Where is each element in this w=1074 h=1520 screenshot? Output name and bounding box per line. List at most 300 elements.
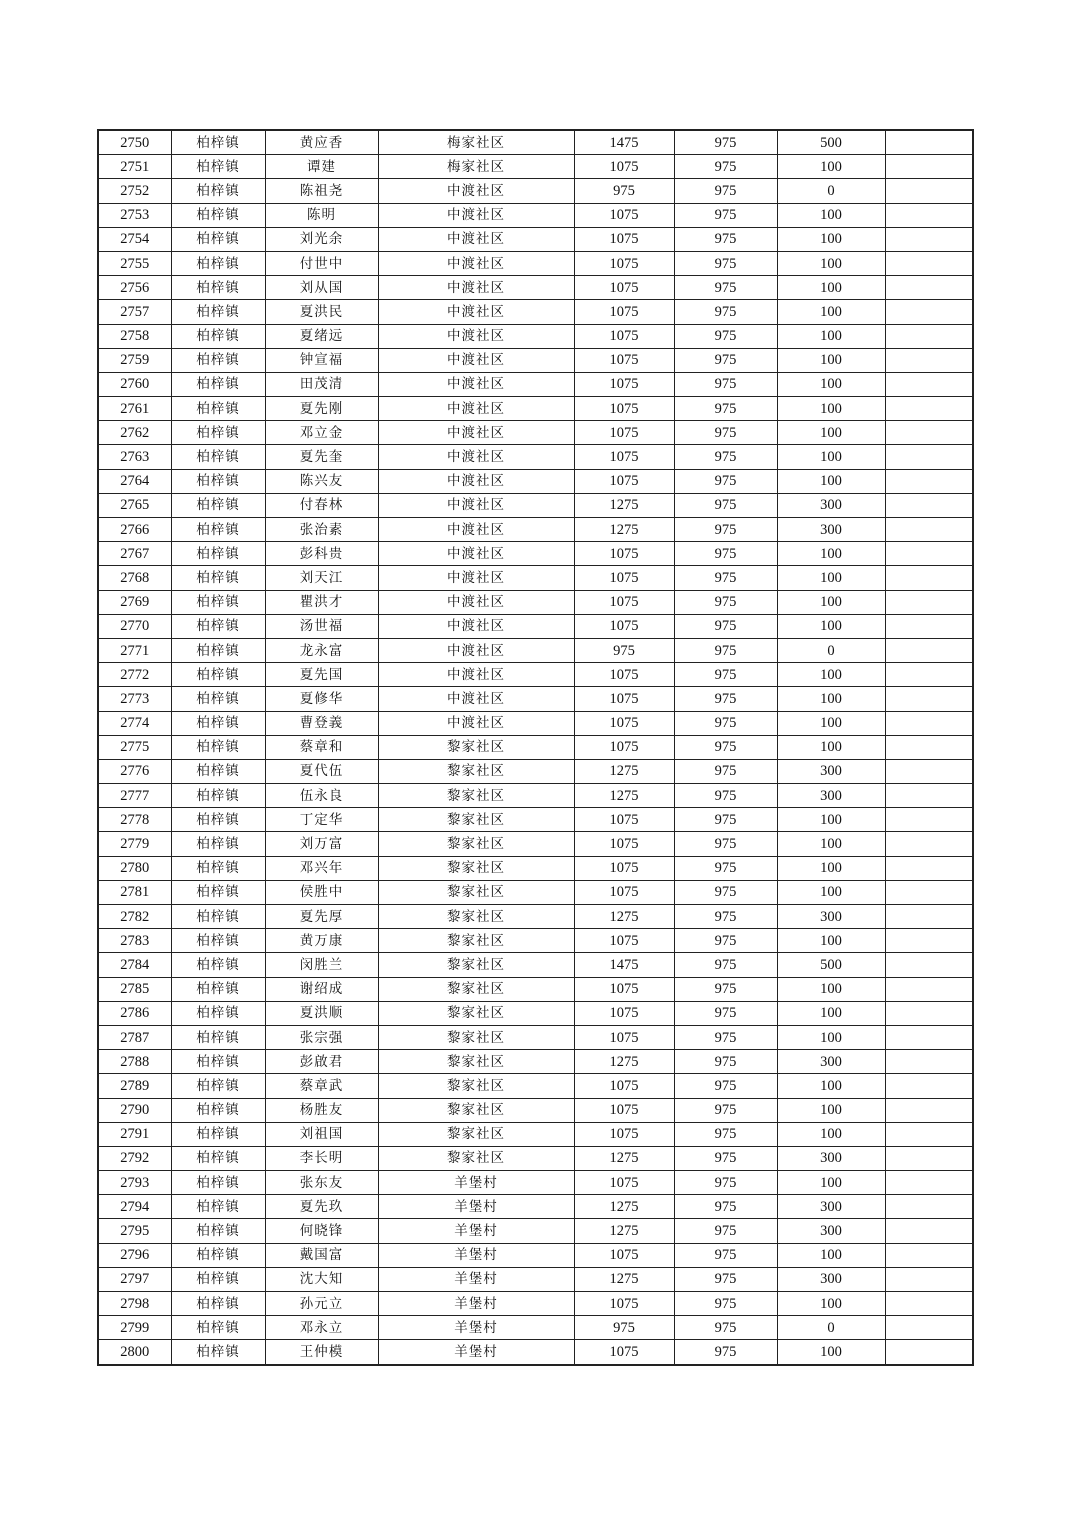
- cell-extra: 100: [777, 445, 885, 469]
- cell-extra: 500: [777, 953, 885, 977]
- table-row: [98, 759, 973, 783]
- cell-total: 1075: [574, 856, 674, 880]
- cell-name: 夏先玖: [265, 1195, 378, 1219]
- cell-total: 1075: [574, 1025, 674, 1049]
- cell-town: 柏梓镇: [171, 397, 265, 421]
- cell-seq: 2784: [98, 953, 171, 977]
- cell-town: 柏梓镇: [171, 759, 265, 783]
- cell-extra: 100: [777, 469, 885, 493]
- cell-name: 曹登義: [265, 711, 378, 735]
- cell-total: 1075: [574, 1122, 674, 1146]
- table-row: [98, 1243, 973, 1267]
- cell-total: 1075: [574, 1001, 674, 1025]
- cell-name: 张治素: [265, 518, 378, 542]
- cell-extra: 500: [777, 130, 885, 155]
- cell-village: 黎家社区: [378, 905, 574, 929]
- cell-base: 975: [674, 687, 777, 711]
- cell-seq: 2767: [98, 542, 171, 566]
- cell-base: 975: [674, 759, 777, 783]
- cell-base: 975: [674, 372, 777, 396]
- cell-seq: 2763: [98, 445, 171, 469]
- cell-village: 中渡社区: [378, 372, 574, 396]
- cell-total: 1275: [574, 1195, 674, 1219]
- cell-total: 1075: [574, 1171, 674, 1195]
- cell-town: 柏梓镇: [171, 445, 265, 469]
- cell-town: 柏梓镇: [171, 905, 265, 929]
- cell-remark: [885, 1243, 973, 1267]
- cell-base: 975: [674, 1219, 777, 1243]
- table-row: [98, 469, 973, 493]
- cell-remark: [885, 324, 973, 348]
- cell-seq: 2762: [98, 421, 171, 445]
- cell-name: 瞿洪才: [265, 590, 378, 614]
- cell-base: 975: [674, 1243, 777, 1267]
- cell-remark: [885, 1195, 973, 1219]
- cell-remark: [885, 856, 973, 880]
- cell-total: 1075: [574, 445, 674, 469]
- cell-town: 柏梓镇: [171, 251, 265, 275]
- cell-total: 1075: [574, 1340, 674, 1365]
- cell-village: 羊堡村: [378, 1243, 574, 1267]
- cell-town: 柏梓镇: [171, 663, 265, 687]
- table-row: [98, 832, 973, 856]
- cell-town: 柏梓镇: [171, 808, 265, 832]
- cell-name: 闵胜兰: [265, 953, 378, 977]
- cell-name: 邓兴年: [265, 856, 378, 880]
- cell-seq: 2789: [98, 1074, 171, 1098]
- cell-extra: 0: [777, 1316, 885, 1340]
- cell-town: 柏梓镇: [171, 1292, 265, 1316]
- cell-seq: 2797: [98, 1267, 171, 1291]
- cell-village: 羊堡村: [378, 1316, 574, 1340]
- cell-seq: 2790: [98, 1098, 171, 1122]
- cell-total: 1075: [574, 251, 674, 275]
- cell-extra: 300: [777, 1146, 885, 1170]
- cell-remark: [885, 493, 973, 517]
- table-row: [98, 638, 973, 662]
- table-row: [98, 711, 973, 735]
- table-row: [98, 614, 973, 638]
- table-row: [98, 542, 973, 566]
- cell-remark: [885, 1001, 973, 1025]
- cell-remark: [885, 518, 973, 542]
- cell-town: 柏梓镇: [171, 566, 265, 590]
- cell-seq: 2793: [98, 1171, 171, 1195]
- cell-extra: 100: [777, 348, 885, 372]
- table-row: [98, 905, 973, 929]
- cell-remark: [885, 663, 973, 687]
- cell-total: 1075: [574, 227, 674, 251]
- table-row: [98, 1267, 973, 1291]
- cell-name: 夏先刚: [265, 397, 378, 421]
- cell-remark: [885, 276, 973, 300]
- cell-extra: 300: [777, 518, 885, 542]
- cell-base: 975: [674, 203, 777, 227]
- cell-total: 1075: [574, 929, 674, 953]
- cell-name: 谭建: [265, 155, 378, 179]
- cell-town: 柏梓镇: [171, 1316, 265, 1340]
- cell-total: 1075: [574, 614, 674, 638]
- cell-total: 1275: [574, 493, 674, 517]
- cell-seq: 2752: [98, 179, 171, 203]
- cell-village: 中渡社区: [378, 687, 574, 711]
- cell-name: 王仲模: [265, 1340, 378, 1365]
- cell-extra: 100: [777, 421, 885, 445]
- table-row: [98, 1219, 973, 1243]
- cell-remark: [885, 445, 973, 469]
- cell-name: 刘光余: [265, 227, 378, 251]
- cell-remark: [885, 251, 973, 275]
- table-row: [98, 1340, 973, 1365]
- cell-town: 柏梓镇: [171, 493, 265, 517]
- cell-town: 柏梓镇: [171, 711, 265, 735]
- cell-total: 1275: [574, 759, 674, 783]
- cell-name: 汤世福: [265, 614, 378, 638]
- cell-seq: 2764: [98, 469, 171, 493]
- cell-village: 中渡社区: [378, 638, 574, 662]
- cell-town: 柏梓镇: [171, 880, 265, 904]
- cell-seq: 2772: [98, 663, 171, 687]
- cell-total: 1075: [574, 687, 674, 711]
- cell-seq: 2796: [98, 1243, 171, 1267]
- cell-name: 丁定华: [265, 808, 378, 832]
- cell-town: 柏梓镇: [171, 203, 265, 227]
- cell-seq: 2759: [98, 348, 171, 372]
- cell-base: 975: [674, 663, 777, 687]
- cell-village: 中渡社区: [378, 300, 574, 324]
- table-row: [98, 179, 973, 203]
- cell-base: 975: [674, 1292, 777, 1316]
- cell-seq: 2766: [98, 518, 171, 542]
- cell-total: 1075: [574, 1243, 674, 1267]
- cell-remark: [885, 929, 973, 953]
- cell-town: 柏梓镇: [171, 1001, 265, 1025]
- cell-town: 柏梓镇: [171, 469, 265, 493]
- cell-extra: 100: [777, 227, 885, 251]
- cell-extra: 100: [777, 614, 885, 638]
- cell-extra: 300: [777, 759, 885, 783]
- cell-extra: 100: [777, 276, 885, 300]
- cell-seq: 2781: [98, 880, 171, 904]
- cell-town: 柏梓镇: [171, 614, 265, 638]
- cell-name: 陈兴友: [265, 469, 378, 493]
- cell-extra: 300: [777, 1267, 885, 1291]
- table-row: [98, 324, 973, 348]
- cell-name: 夏先厚: [265, 905, 378, 929]
- cell-base: 975: [674, 276, 777, 300]
- cell-village: 中渡社区: [378, 542, 574, 566]
- cell-town: 柏梓镇: [171, 372, 265, 396]
- cell-name: 何晓锋: [265, 1219, 378, 1243]
- cell-town: 柏梓镇: [171, 421, 265, 445]
- cell-name: 伍永良: [265, 784, 378, 808]
- cell-total: 1075: [574, 663, 674, 687]
- cell-remark: [885, 953, 973, 977]
- cell-name: 付世中: [265, 251, 378, 275]
- cell-extra: 100: [777, 1098, 885, 1122]
- cell-remark: [885, 784, 973, 808]
- cell-name: 夏绪远: [265, 324, 378, 348]
- cell-name: 刘从国: [265, 276, 378, 300]
- cell-town: 柏梓镇: [171, 687, 265, 711]
- cell-village: 中渡社区: [378, 276, 574, 300]
- cell-total: 1075: [574, 469, 674, 493]
- cell-town: 柏梓镇: [171, 1171, 265, 1195]
- cell-base: 975: [674, 348, 777, 372]
- cell-seq: 2779: [98, 832, 171, 856]
- table-row: [98, 1292, 973, 1316]
- table-row: [98, 1050, 973, 1074]
- cell-town: 柏梓镇: [171, 300, 265, 324]
- roster-body: [98, 130, 973, 1365]
- cell-name: 付春林: [265, 493, 378, 517]
- cell-base: 975: [674, 251, 777, 275]
- cell-total: 1075: [574, 203, 674, 227]
- cell-town: 柏梓镇: [171, 155, 265, 179]
- cell-name: 夏先奎: [265, 445, 378, 469]
- cell-remark: [885, 155, 973, 179]
- cell-base: 975: [674, 1074, 777, 1098]
- cell-base: 975: [674, 469, 777, 493]
- cell-village: 黎家社区: [378, 856, 574, 880]
- cell-village: 中渡社区: [378, 421, 574, 445]
- cell-extra: 100: [777, 1171, 885, 1195]
- cell-seq: 2765: [98, 493, 171, 517]
- cell-name: 张东友: [265, 1171, 378, 1195]
- cell-name: 刘天江: [265, 566, 378, 590]
- cell-town: 柏梓镇: [171, 1340, 265, 1365]
- cell-total: 1075: [574, 397, 674, 421]
- cell-town: 柏梓镇: [171, 227, 265, 251]
- cell-total: 975: [574, 179, 674, 203]
- cell-total: 1275: [574, 784, 674, 808]
- cell-name: 田茂清: [265, 372, 378, 396]
- cell-remark: [885, 1219, 973, 1243]
- cell-base: 975: [674, 179, 777, 203]
- cell-seq: 2799: [98, 1316, 171, 1340]
- cell-base: 975: [674, 856, 777, 880]
- cell-name: 杨胜友: [265, 1098, 378, 1122]
- cell-name: 夏洪顺: [265, 1001, 378, 1025]
- cell-extra: 100: [777, 808, 885, 832]
- table-row: [98, 421, 973, 445]
- cell-village: 黎家社区: [378, 1025, 574, 1049]
- cell-village: 黎家社区: [378, 1122, 574, 1146]
- cell-total: 1075: [574, 832, 674, 856]
- cell-remark: [885, 469, 973, 493]
- cell-total: 1075: [574, 1292, 674, 1316]
- table-row: [98, 251, 973, 275]
- table-row: [98, 1195, 973, 1219]
- cell-name: 戴国富: [265, 1243, 378, 1267]
- cell-seq: 2800: [98, 1340, 171, 1365]
- cell-remark: [885, 1122, 973, 1146]
- cell-extra: 100: [777, 977, 885, 1001]
- cell-remark: [885, 1171, 973, 1195]
- table-row: [98, 1001, 973, 1025]
- cell-town: 柏梓镇: [171, 1025, 265, 1049]
- cell-village: 黎家社区: [378, 1146, 574, 1170]
- cell-remark: [885, 1316, 973, 1340]
- cell-village: 黎家社区: [378, 832, 574, 856]
- cell-village: 中渡社区: [378, 251, 574, 275]
- table-row: [98, 929, 973, 953]
- cell-town: 柏梓镇: [171, 130, 265, 155]
- cell-total: 1075: [574, 590, 674, 614]
- cell-name: 黄万康: [265, 929, 378, 953]
- cell-village: 中渡社区: [378, 445, 574, 469]
- cell-seq: 2756: [98, 276, 171, 300]
- cell-seq: 2778: [98, 808, 171, 832]
- cell-name: 侯胜中: [265, 880, 378, 904]
- cell-village: 中渡社区: [378, 493, 574, 517]
- cell-seq: 2775: [98, 735, 171, 759]
- cell-remark: [885, 687, 973, 711]
- cell-seq: 2774: [98, 711, 171, 735]
- cell-seq: 2787: [98, 1025, 171, 1049]
- cell-extra: 100: [777, 324, 885, 348]
- cell-seq: 2792: [98, 1146, 171, 1170]
- cell-village: 黎家社区: [378, 1050, 574, 1074]
- cell-remark: [885, 880, 973, 904]
- cell-total: 1075: [574, 421, 674, 445]
- cell-name: 沈大知: [265, 1267, 378, 1291]
- cell-remark: [885, 397, 973, 421]
- table-row: [98, 155, 973, 179]
- table-row: [98, 518, 973, 542]
- cell-village: 黎家社区: [378, 1001, 574, 1025]
- cell-extra: 300: [777, 1195, 885, 1219]
- cell-base: 975: [674, 130, 777, 155]
- table-row: [98, 808, 973, 832]
- cell-base: 975: [674, 397, 777, 421]
- cell-remark: [885, 227, 973, 251]
- cell-name: 陈明: [265, 203, 378, 227]
- cell-base: 975: [674, 977, 777, 1001]
- cell-extra: 100: [777, 1122, 885, 1146]
- cell-seq: 2771: [98, 638, 171, 662]
- cell-base: 975: [674, 445, 777, 469]
- cell-total: 1075: [574, 155, 674, 179]
- cell-seq: 2776: [98, 759, 171, 783]
- cell-extra: 100: [777, 711, 885, 735]
- cell-total: 1275: [574, 1267, 674, 1291]
- cell-base: 975: [674, 155, 777, 179]
- cell-name: 邓永立: [265, 1316, 378, 1340]
- cell-name: 夏修华: [265, 687, 378, 711]
- table-row: [98, 687, 973, 711]
- cell-extra: 100: [777, 397, 885, 421]
- cell-town: 柏梓镇: [171, 1074, 265, 1098]
- cell-extra: 100: [777, 1292, 885, 1316]
- cell-extra: 100: [777, 929, 885, 953]
- table-row: [98, 130, 973, 155]
- cell-base: 975: [674, 1267, 777, 1291]
- cell-base: 975: [674, 1195, 777, 1219]
- cell-remark: [885, 1098, 973, 1122]
- cell-town: 柏梓镇: [171, 856, 265, 880]
- cell-village: 中渡社区: [378, 614, 574, 638]
- cell-seq: 2777: [98, 784, 171, 808]
- cell-seq: 2783: [98, 929, 171, 953]
- cell-town: 柏梓镇: [171, 638, 265, 662]
- cell-village: 黎家社区: [378, 1074, 574, 1098]
- cell-village: 中渡社区: [378, 397, 574, 421]
- cell-remark: [885, 905, 973, 929]
- cell-town: 柏梓镇: [171, 1219, 265, 1243]
- cell-village: 黎家社区: [378, 929, 574, 953]
- cell-extra: 300: [777, 784, 885, 808]
- cell-seq: 2780: [98, 856, 171, 880]
- cell-total: 1075: [574, 1074, 674, 1098]
- cell-seq: 2785: [98, 977, 171, 1001]
- cell-total: 1075: [574, 735, 674, 759]
- cell-town: 柏梓镇: [171, 1050, 265, 1074]
- cell-village: 梅家社区: [378, 130, 574, 155]
- cell-extra: 300: [777, 1219, 885, 1243]
- cell-remark: [885, 1267, 973, 1291]
- cell-remark: [885, 1340, 973, 1365]
- cell-extra: 100: [777, 687, 885, 711]
- cell-base: 975: [674, 542, 777, 566]
- cell-remark: [885, 300, 973, 324]
- cell-extra: 100: [777, 203, 885, 227]
- cell-name: 陈祖尧: [265, 179, 378, 203]
- cell-extra: 100: [777, 590, 885, 614]
- cell-base: 975: [674, 1171, 777, 1195]
- cell-town: 柏梓镇: [171, 179, 265, 203]
- cell-village: 羊堡村: [378, 1219, 574, 1243]
- cell-town: 柏梓镇: [171, 542, 265, 566]
- cell-base: 975: [674, 638, 777, 662]
- cell-remark: [885, 1146, 973, 1170]
- cell-village: 羊堡村: [378, 1292, 574, 1316]
- table-row: [98, 1025, 973, 1049]
- table-row: [98, 784, 973, 808]
- cell-base: 975: [674, 1122, 777, 1146]
- cell-name: 孙元立: [265, 1292, 378, 1316]
- cell-seq: 2751: [98, 155, 171, 179]
- cell-village: 中渡社区: [378, 203, 574, 227]
- cell-seq: 2770: [98, 614, 171, 638]
- cell-base: 975: [674, 953, 777, 977]
- cell-town: 柏梓镇: [171, 953, 265, 977]
- cell-name: 刘万富: [265, 832, 378, 856]
- cell-extra: 100: [777, 1025, 885, 1049]
- table-row: [98, 493, 973, 517]
- cell-name: 李长明: [265, 1146, 378, 1170]
- cell-seq: 2758: [98, 324, 171, 348]
- cell-town: 柏梓镇: [171, 1146, 265, 1170]
- cell-extra: 300: [777, 1050, 885, 1074]
- cell-name: 蔡章武: [265, 1074, 378, 1098]
- cell-remark: [885, 832, 973, 856]
- cell-village: 黎家社区: [378, 953, 574, 977]
- cell-extra: 100: [777, 1243, 885, 1267]
- cell-extra: 100: [777, 880, 885, 904]
- cell-seq: 2773: [98, 687, 171, 711]
- table-row: [98, 590, 973, 614]
- cell-base: 975: [674, 227, 777, 251]
- cell-base: 975: [674, 711, 777, 735]
- cell-seq: 2786: [98, 1001, 171, 1025]
- cell-seq: 2761: [98, 397, 171, 421]
- cell-base: 975: [674, 880, 777, 904]
- cell-remark: [885, 614, 973, 638]
- cell-name: 彭科贵: [265, 542, 378, 566]
- cell-name: 张宗强: [265, 1025, 378, 1049]
- cell-extra: 100: [777, 1001, 885, 1025]
